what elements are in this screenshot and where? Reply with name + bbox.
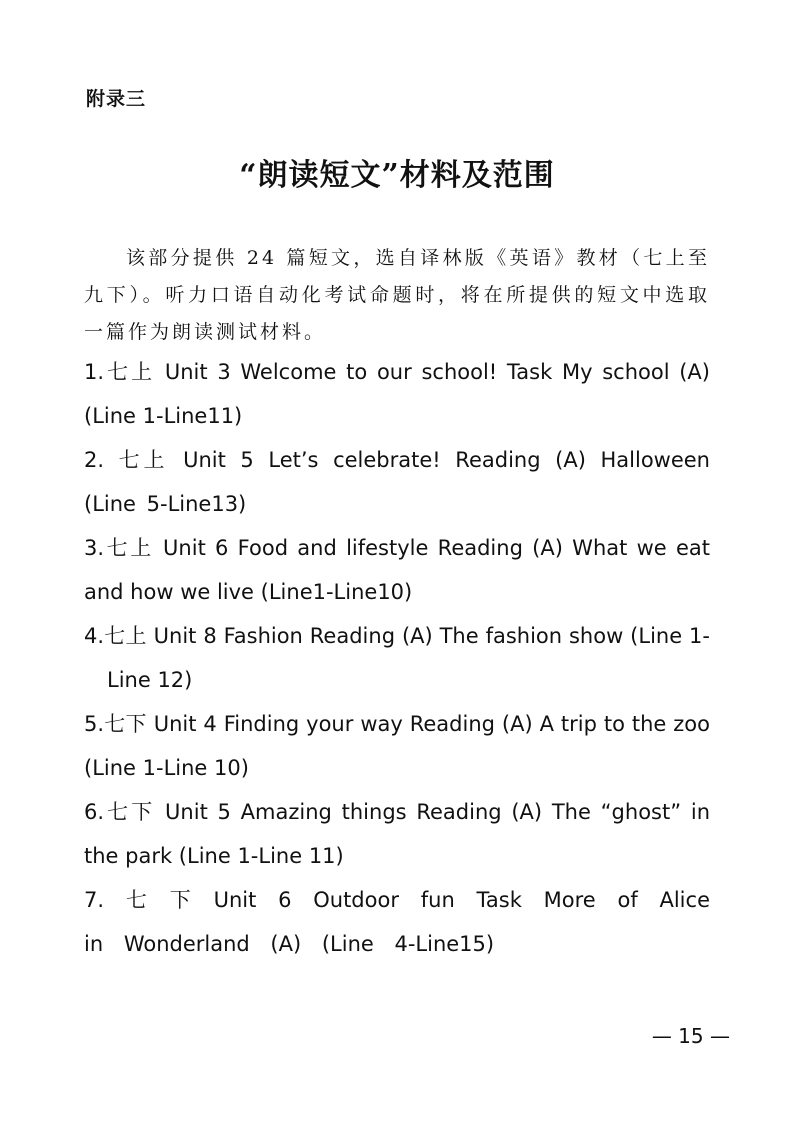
list-item: 1.七上 Unit 3 Welcome to our school! Task My school (A) (Line 1-Line11): [84, 360, 710, 428]
list-item: 5.七下 Unit 4 Finding your way Reading (A) A trip to the zoo (Line 1-Line 10): [84, 712, 710, 780]
reading-materials-list: [84, 350, 710, 966]
list-item: 6.七下 Unit 5 Amazing things Reading (A) The “ghost” in the park (Line 1-Line 11): [84, 800, 710, 868]
list-item: 4.七上 Unit 8 Fashion Reading (A) The fashion show (Line 1-Line 12): [84, 624, 710, 692]
page-title: “朗读短文”材料及范围: [239, 158, 555, 193]
list-item: 7. 七 下 Unit 6 Outdoor fun Task More of Alice in Wonderland (A) (Line 4-Line15): [84, 888, 710, 956]
appendix-label: 附录三: [86, 88, 147, 110]
list-item: 3.七上 Unit 6 Food and lifestyle Reading (A) What we eat and how we live (Line1-Line10): [84, 536, 710, 604]
intro-paragraph: 该部分提供 24 篇短文，选自译林版《英语》教材（七上至九下）。听力口语自动化考试命题时，将在所提供的短文中选取一篇作为朗读测试材料。: [84, 247, 710, 343]
list-item: 2. 七上 Unit 5 Let’s celebrate! Reading (A) Halloween (Line 5-Line13): [84, 448, 710, 516]
page-number: — 15 —: [651, 1024, 730, 1048]
